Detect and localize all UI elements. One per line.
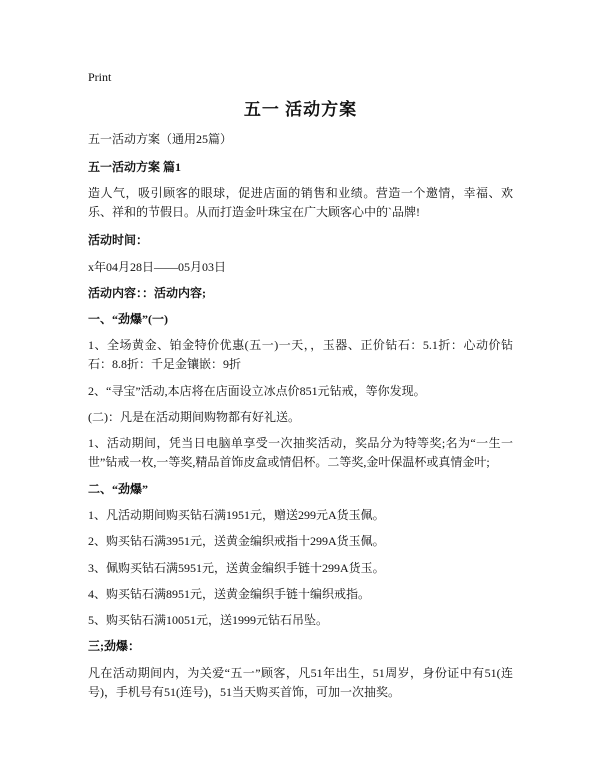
part2-heading: 二、“劲爆” — [88, 481, 149, 496]
document-content — [88, 68, 513, 709]
page-title: 五一 活动方案 — [243, 100, 358, 119]
part2-item: 2、购买钻石满3951元，送黄金编织戒指十299A货玉佩。 — [88, 534, 385, 549]
content-heading: 活动内容：：活动内容; — [88, 285, 206, 300]
time-value: x年04月28日——05月03日 — [88, 259, 227, 274]
section-heading: 五一活动方案 篇1 — [88, 160, 182, 174]
part3-body: 凡在活动期间内，为关爱“五一”顾客，凡51年出生，51周岁，身份证中有51(连号)，手机号有51(连号)，51当天购买首饰，可加一次抽奖。 — [88, 665, 513, 699]
part1-item: 2、“寻宝”活动,本店将在店面设立冰点价851元钻戒，等你发现。 — [88, 383, 426, 398]
intro-paragraph: 造人气，吸引顾客的眼球，促进店面的销售和业绩。营造一个邀情，幸福、欢乐、祥和的节假日。从而打造金叶珠宝在广大顾客心中的`品牌! — [88, 186, 513, 220]
part1-item: 1、全场黄金、铂金特价优惠(五一)一天，，玉器、正价钻石：5.1折：心动价钻石：8.8折：千足金镶嵌：9折 — [88, 338, 513, 372]
part2-item: 5、购买钻石满10051元，送1999元钻石吊坠。 — [88, 613, 329, 628]
print-link[interactable]: Print — [88, 70, 112, 84]
part2-item: 1、凡活动期间购买钻石满1951元，赠送299元A货玉佩。 — [88, 507, 385, 522]
part1-sub-item: 1、活动期间，凭当日电脑单享受一次抽奖活动，奖品分为特等奖;名为“一生一世”钻戒一枚,一等奖,精品首饰皮盒或情侣杯。二等奖,金叶保温杯或真情金叶; — [88, 436, 513, 470]
time-heading: 活动时间： — [88, 233, 149, 248]
part3-heading: 三;劲爆： — [88, 639, 140, 654]
document-subtitle: 五一活动方案（通用25篇） — [88, 132, 233, 146]
part2-item: 3、佩购买钻石满5951元，送黄金编织手链十299A货玉。 — [88, 560, 385, 575]
part1-heading: 一、“劲爆”(一) — [88, 312, 168, 327]
part2-item: 4、购买钻石满8951元，送黄金编织手链十编织戒指。 — [88, 586, 371, 601]
part1-sub-heading: (二)：凡是在活动期间购物都有好礼送。 — [88, 410, 300, 425]
